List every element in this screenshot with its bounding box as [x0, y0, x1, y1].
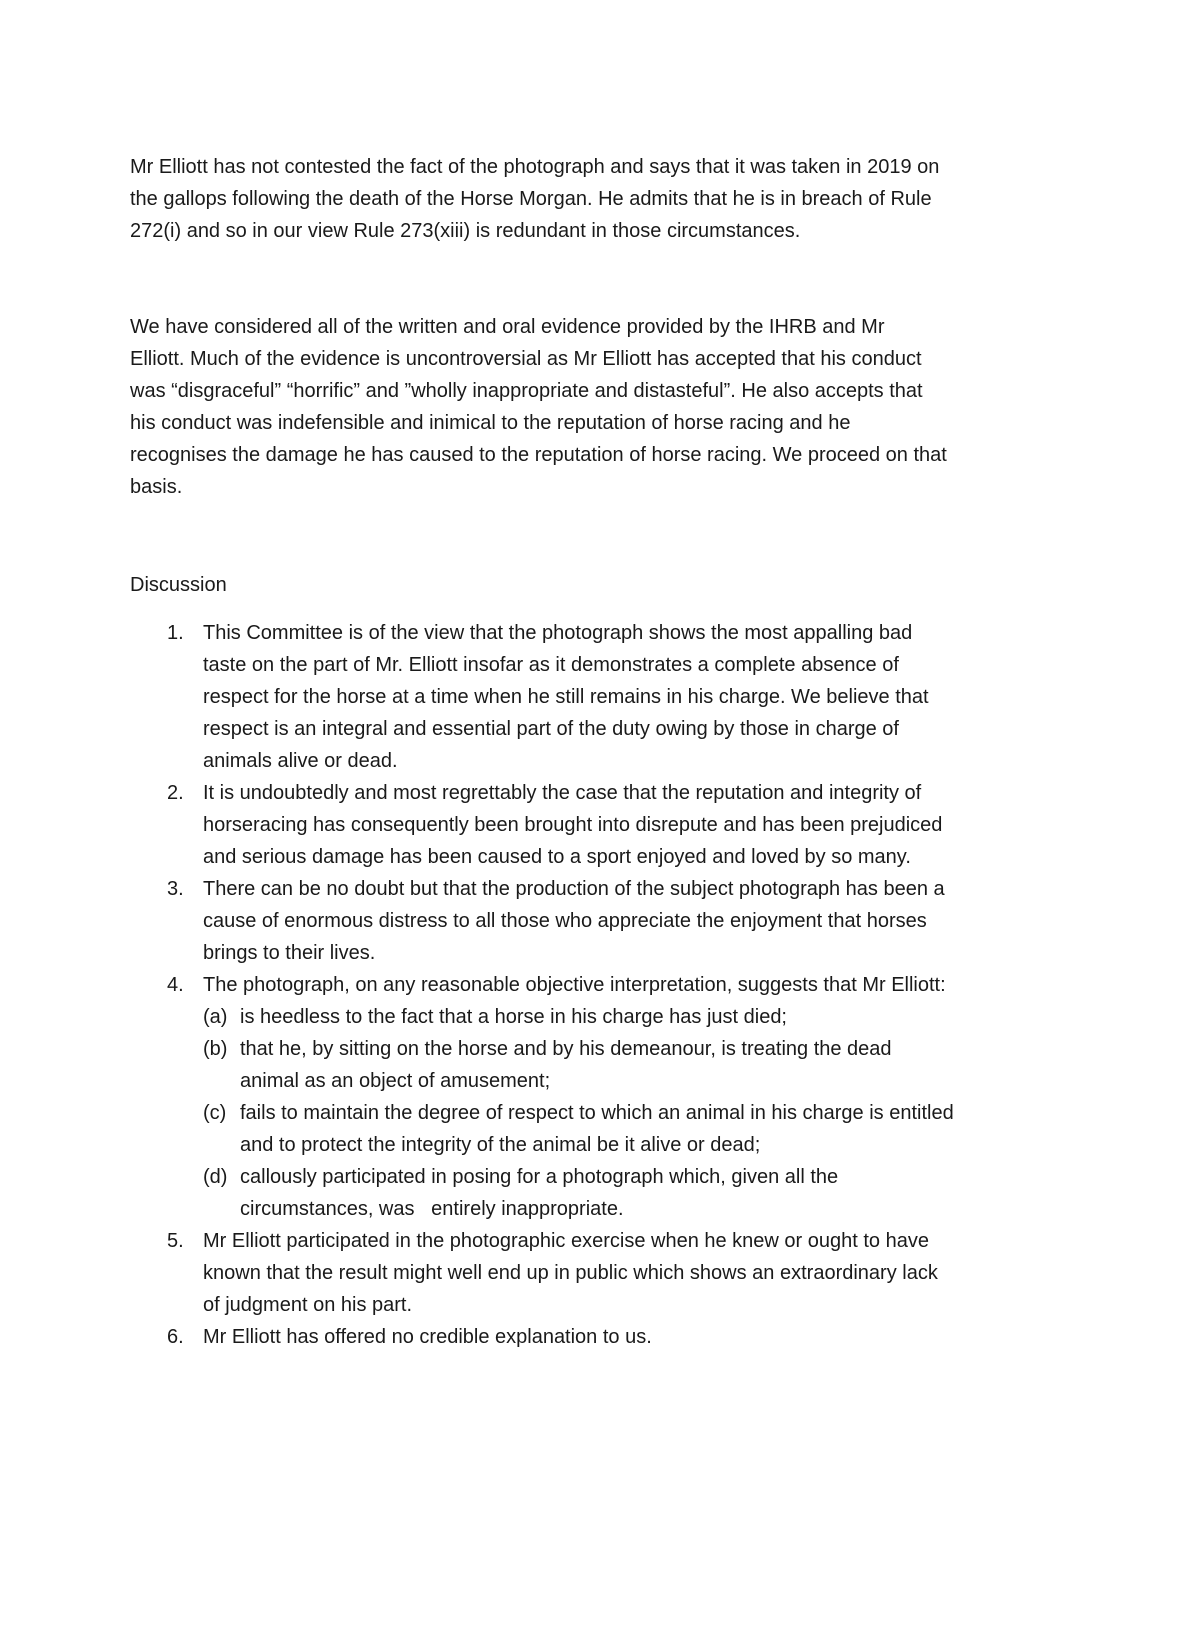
sub-item [130, 1097, 954, 1161]
text-line: Elliott. Much of the evidence is uncontroversial as Mr Elliott has accepted that his conduct [130, 348, 922, 370]
list-item [130, 1321, 954, 1353]
text-line: Mr Elliott participated in the photographic exercise when he knew or ought to have [203, 1230, 929, 1252]
list-item [130, 969, 954, 1001]
paragraph-evidence [130, 311, 947, 503]
list-number: 1. [167, 622, 184, 644]
text-line: taste on the part of Mr. Elliott insofar as it demonstrates a complete absence of [203, 654, 899, 676]
text-line: There can be no doubt but that the production of the subject photograph has been a [203, 878, 945, 900]
list-number: 6. [167, 1326, 184, 1348]
list-item [130, 617, 954, 777]
text-line: recognises the damage he has caused to the reputation of horse racing. We proceed on that [130, 444, 947, 466]
text-line: is heedless to the fact that a horse in his charge has just died; [240, 1006, 787, 1028]
text-line: respect is an integral and essential part of the duty owing by those in charge of [203, 718, 899, 740]
text-line: It is undoubtedly and most regrettably the case that the reputation and integrity of [203, 782, 922, 804]
text-line: animal as an object of amusement; [240, 1070, 551, 1092]
text-line: Mr Elliott has not contested the fact of the photograph and says that it was taken in 2019 on [130, 156, 940, 178]
text-line: horseracing has consequently been brought into disrepute and has been prejudiced [203, 814, 943, 836]
list-item [130, 777, 954, 873]
text-line: 272(i) and so in our view Rule 273(xiii) is redundant in those circumstances. [130, 220, 801, 242]
paragraph-photograph-admission [130, 151, 939, 247]
text-line: and serious damage has been caused to a sport enjoyed and loved by so many. [203, 846, 911, 868]
sub-item [130, 1161, 954, 1225]
text-line: that he, by sitting on the horse and by his demeanour, is treating the dead [240, 1038, 892, 1060]
text-line: We have considered all of the written and oral evidence provided by the IHRB and Mr [130, 316, 885, 338]
list-number: 5. [167, 1230, 184, 1252]
list-number: 2. [167, 782, 184, 804]
text-line: respect for the horse at a time when he still remains in his charge. We believe that [203, 686, 929, 708]
text-line: the gallops following the death of the Horse Morgan. He admits that he is in breach of Rule [130, 188, 932, 210]
sub-item [130, 1001, 954, 1033]
text-line: and to protect the integrity of the animal be it alive or dead; [240, 1134, 761, 1156]
text-line: known that the result might well end up in public which shows an extraordinary lack [203, 1262, 938, 1284]
text-line: was “disgraceful” “horrific” and ”wholly inappropriate and distasteful”. He also accepts that [130, 380, 923, 402]
section-heading: Discussion [130, 574, 227, 596]
text-line: his conduct was indefensible and inimical to the reputation of horse racing and he [130, 412, 851, 434]
sub-label: (a) [203, 1006, 228, 1028]
text-line: of judgment on his part. [203, 1294, 413, 1316]
text-line: The photograph, on any reasonable objective interpretation, suggests that Mr Elliott: [203, 974, 946, 996]
text-line: basis. [130, 476, 183, 498]
text-line: animals alive or dead. [203, 750, 398, 772]
list-item [130, 1225, 954, 1321]
text-line: callously participated in posing for a photograph which, given all the [240, 1166, 839, 1188]
text-line: fails to maintain the degree of respect to which an animal in his charge is entitled [240, 1102, 954, 1124]
sub-label: (b) [203, 1038, 228, 1060]
text-line: circumstances, was entirely inappropriate. [240, 1198, 624, 1220]
sub-label: (c) [203, 1102, 227, 1124]
text-line: This Committee is of the view that the photograph shows the most appalling bad [203, 622, 913, 644]
text-line: Mr Elliott has offered no credible explanation to us. [203, 1326, 652, 1348]
text-line: cause of enormous distress to all those who appreciate the enjoyment that horses [203, 910, 927, 932]
list-item [130, 873, 954, 969]
text-line: brings to their lives. [203, 942, 376, 964]
list-number: 3. [167, 878, 184, 900]
list-number: 4. [167, 974, 184, 996]
discussion-list [130, 617, 954, 1353]
sub-label: (d) [203, 1166, 228, 1188]
sub-item [130, 1033, 954, 1097]
